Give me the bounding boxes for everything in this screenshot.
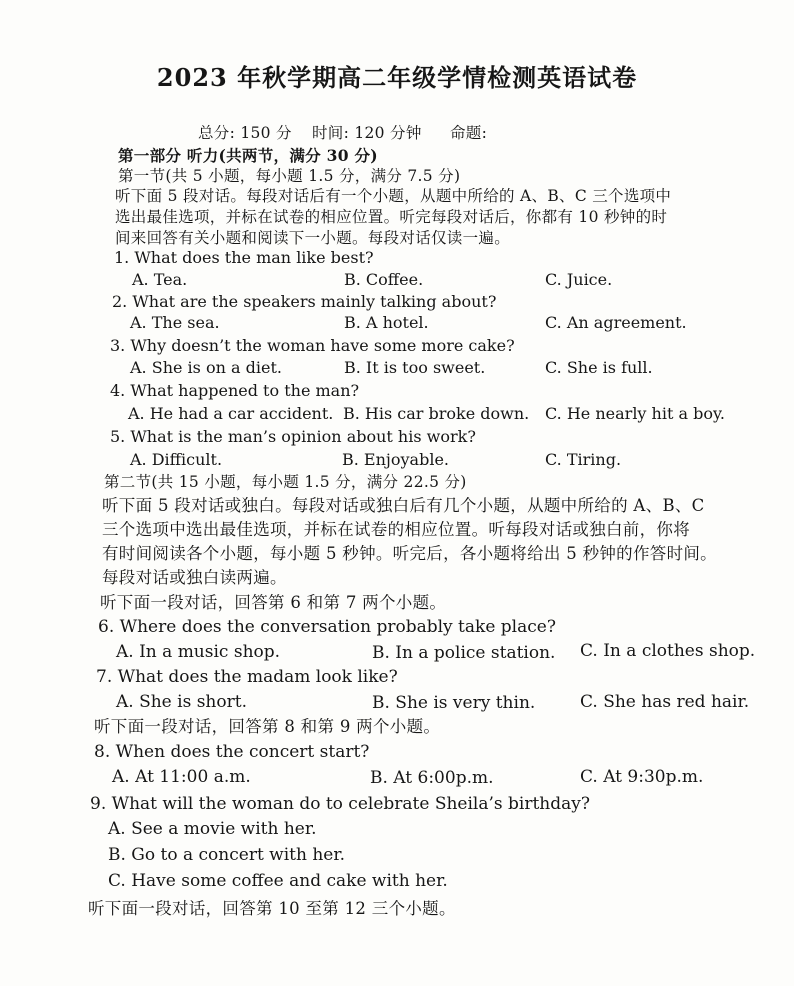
author-label: 命题: (450, 124, 488, 142)
q4-option-b[interactable]: B. His car broke down. (343, 404, 530, 423)
q7-option-a[interactable]: A. She is short. (116, 692, 247, 712)
question-8: 8. When does the concert start? (94, 742, 370, 762)
q4-option-c[interactable]: C. He nearly hit a boy. (545, 404, 725, 423)
q3-option-a[interactable]: A. She is on a diet. (130, 358, 282, 377)
q5-option-b[interactable]: B. Enjoyable. (342, 450, 449, 469)
q2-option-b[interactable]: B. A hotel. (344, 313, 429, 332)
total-score: 总分: 150 分 (198, 124, 292, 142)
section2-instruction: 三个选项中选出最佳选项，并标在试卷的相应位置。听每段对话或独白前，你将 (102, 520, 690, 539)
question-1: 1. What does the man like best? (114, 248, 374, 267)
part1-heading: 第一部分 听力(共两节，满分 30 分) (118, 146, 378, 165)
q9-option-b[interactable]: B. Go to a concert with her. (108, 845, 346, 865)
dialog-intro-8-9: 听下面一段对话，回答第 8 和第 9 两个小题。 (94, 717, 441, 736)
q7-option-c[interactable]: C. She has red hair. (580, 692, 750, 712)
section1-heading: 第一节(共 5 小题，每小题 1.5 分，满分 7.5 分) (118, 167, 461, 185)
q9-option-c[interactable]: C. Have some coffee and cake with her. (108, 871, 448, 891)
q5-option-c[interactable]: C. Tiring. (545, 450, 622, 469)
question-3: 3. Why doesn’t the woman have some more cake? (110, 336, 515, 355)
q1-option-a[interactable]: A. Tea. (132, 270, 188, 289)
question-2: 2. What are the speakers mainly talking about? (112, 292, 497, 311)
section2-instruction: 听下面 5 段对话或独白。每段对话或独白后有几个小题，从题中所给的 A、B、C (102, 496, 705, 515)
dialog-intro-10-12: 听下面一段对话，回答第 10 至第 12 三个小题。 (88, 899, 456, 918)
q6-option-c[interactable]: C. In a clothes shop. (580, 641, 756, 661)
q6-option-a[interactable]: A. In a music shop. (116, 642, 281, 662)
q3-option-b[interactable]: B. It is too sweet. (344, 358, 486, 377)
section1-instruction: 选出最佳选项，并标在试卷的相应位置。听完每段对话后，你都有 10 秒钟的时 (115, 208, 668, 226)
question-7: 7. What does the madam look like? (96, 667, 398, 687)
q3-option-c[interactable]: C. She is full. (545, 358, 653, 377)
q6-option-b[interactable]: B. In a police station. (372, 643, 556, 663)
exam-time: 时间: 120 分钟 (312, 124, 422, 142)
q1-option-c[interactable]: C. Juice. (545, 270, 613, 289)
question-9: 9. What will the woman do to celebrate Sheila’s birthday? (90, 794, 590, 814)
section2-instruction: 有时间阅读各个小题，每小题 5 秒钟。听完后，各小题将给出 5 秒钟的作答时间。 (102, 544, 717, 563)
q2-option-c[interactable]: C. An agreement. (545, 313, 687, 332)
section1-instruction: 间来回答有关小题和阅读下一小题。每段对话仅读一遍。 (115, 229, 511, 247)
q8-option-a[interactable]: A. At 11:00 a.m. (112, 767, 251, 787)
q2-option-a[interactable]: A. The sea. (130, 313, 220, 332)
dialog-intro-6-7: 听下面一段对话，回答第 6 和第 7 两个小题。 (100, 593, 447, 612)
page-title: 2023 年秋学期高二年级学情检测英语试卷 (156, 63, 638, 92)
q5-option-a[interactable]: A. Difficult. (130, 450, 223, 469)
q7-option-b[interactable]: B. She is very thin. (372, 693, 536, 713)
q1-option-b[interactable]: B. Coffee. (344, 270, 424, 289)
q9-option-a[interactable]: A. See a movie with her. (108, 819, 317, 839)
q8-option-b[interactable]: B. At 6:00p.m. (370, 768, 494, 788)
q4-option-a[interactable]: A. He had a car accident. (128, 404, 334, 423)
section1-instruction: 听下面 5 段对话。每段对话后有一个小题，从题中所给的 A、B、C 三个选项中 (115, 187, 672, 205)
question-4: 4. What happened to the man? (110, 381, 360, 400)
question-6: 6. Where does the conversation probably take place? (98, 617, 556, 637)
q8-option-c[interactable]: C. At 9:30p.m. (580, 767, 704, 787)
question-5: 5. What is the man’s opinion about his work? (110, 427, 476, 446)
section2-instruction: 每段对话或独白读两遍。 (102, 568, 287, 587)
section2-heading: 第二节(共 15 小题，每小题 1.5 分，满分 22.5 分) (104, 473, 467, 491)
